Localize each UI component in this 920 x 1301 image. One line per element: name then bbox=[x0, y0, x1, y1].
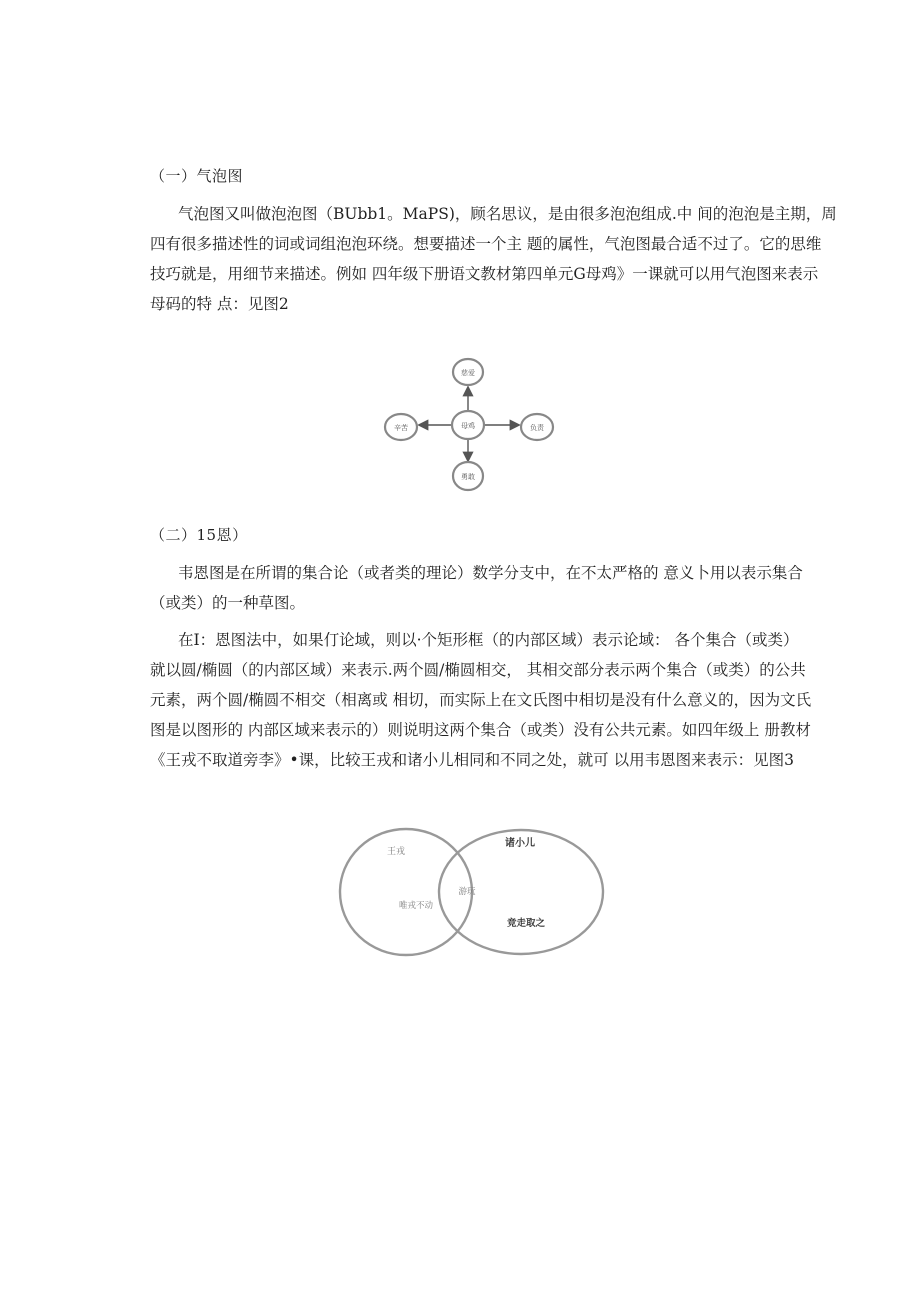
paragraph-venn-usage bbox=[150, 625, 878, 775]
paragraph-line: 韦恩图是在所谓的集合论（或者类的理论）数学分支中，在不太严格的 意义卜用以表示集合 bbox=[178, 564, 803, 582]
paragraph-line: 母码的特 点：见图2 bbox=[150, 295, 289, 313]
bubble-map-figure bbox=[370, 352, 570, 498]
bubble-bottom-label: 勇敢 bbox=[461, 473, 475, 481]
paragraph-line: 气泡图又叫做泡泡图（BUbb1。MaPS)，顾名思议，是由很多泡泡组成.中 间的泡泡是主期，周 bbox=[178, 205, 837, 223]
paragraph-bubble-map bbox=[150, 199, 878, 319]
bubble-center-label: 母鸡 bbox=[461, 422, 475, 430]
venn-left-title: 王戎 bbox=[386, 847, 406, 857]
paragraph-line: 四有很多描述性的词或词组泡泡环绕。想要描述一个主 题的属性，气泡图最合适不过了。它的思维 bbox=[150, 235, 822, 253]
paragraph-line: 《王戎不取道旁李》•课，比较王戎和诸小儿相同和不同之处，就可 以用韦恩图来表示：见图3 bbox=[150, 751, 794, 769]
venn-right-item: 竞走取之 bbox=[506, 918, 546, 929]
bubble-top-label: 慈爱 bbox=[461, 369, 475, 377]
section-heading-bubble-map: （一）气泡图 bbox=[150, 167, 244, 185]
paragraph-line: （或类）的一种草图。 bbox=[150, 594, 306, 612]
venn-diagram-figure bbox=[336, 824, 612, 960]
paragraph-line: 在I：恩图法中，如果仃论域，则以·个矩形框（的内部区域）表示论域： 各个集合（或类） bbox=[178, 631, 799, 649]
paragraph-line: 图是以图形的 内部区域来表示的）则说明这两个集合（或类）没有公共元素。如四年级上 册教材 bbox=[150, 721, 811, 739]
paragraph-line: 技巧就是，用细节来描述。例如 四年级下册语文教材第四单元G母鸡》一课就可以用气泡图来表示 bbox=[150, 265, 819, 283]
venn-left-circle bbox=[340, 829, 472, 955]
venn-overlap-item: 游玩 bbox=[458, 887, 476, 897]
venn-right-title: 诸小儿 bbox=[505, 838, 535, 849]
bubble-left-label: 辛苦 bbox=[394, 424, 408, 432]
paragraph-line: 就以圆/椭圆（的内部区域）来表示.两个圆/椭圆相交， 其相交部分表示两个集合（或类）的公共 bbox=[150, 661, 806, 679]
venn-left-item: 唯戎不动 bbox=[398, 901, 434, 911]
paragraph-venn-definition bbox=[150, 558, 878, 618]
section-heading-venn: （二）15恩） bbox=[150, 526, 248, 544]
bubble-right-label: 负责 bbox=[530, 424, 544, 432]
paragraph-line: 元素，两个圆/椭圆不相交（相离或 相切，而实际上在文氏图中相切是没有什么意义的，因为文氏 bbox=[150, 691, 812, 709]
